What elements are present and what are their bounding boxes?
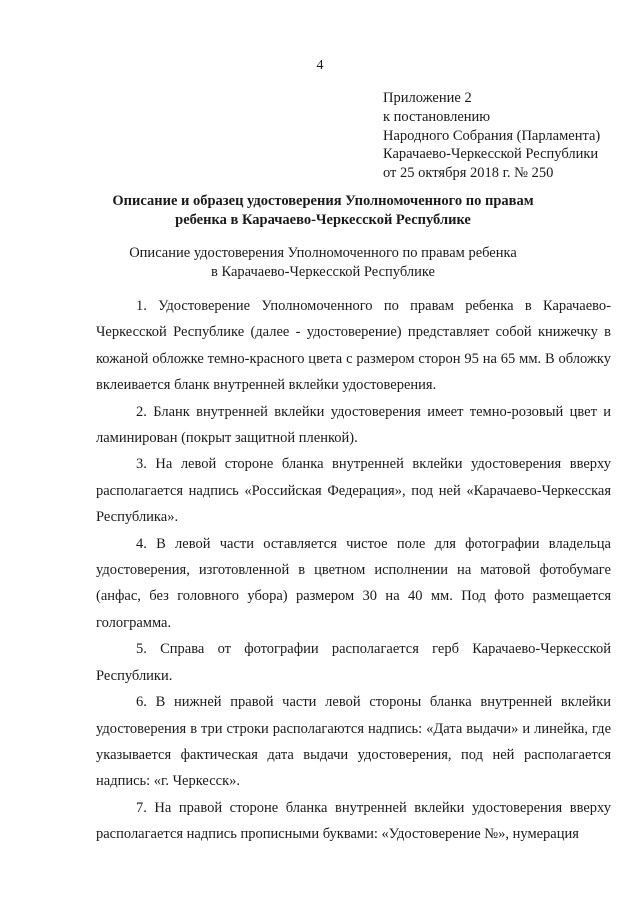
title-line: Описание и образец удостоверения Уполномоченного по правам: [112, 193, 534, 209]
paragraph-3: 3. На левой стороне бланка внутренней вклейки удостоверения вверху располагается надпись «Российская Федерация», под ней «Карачаево-Черкесская Республика».: [96, 456, 611, 526]
body-text: [96, 293, 611, 848]
section-subtitle: [80, 244, 566, 282]
paragraph-6: 6. В нижней правой части левой стороны бланка внутренней вклейки удостоверения в три строки располагаются надпись: «Дата выдачи» и линейка, где указывается фактическая дата выдачи удостоверения, под ней располагается надпись: «г. Черкесск».: [96, 694, 611, 790]
subtitle-line: Описание удостоверения Уполномоченного по правам ребенка: [129, 245, 517, 261]
appendix-line: к постановлению: [383, 108, 491, 125]
appendix-line: от 25 октября 2018 г. № 250: [383, 165, 554, 182]
subtitle-line: в Карачаево-Черкесской Республике: [211, 264, 435, 280]
appendix-line: Приложение 2: [383, 90, 472, 106]
title-line: ребенка в Карачаево-Черкесской Республике: [175, 212, 471, 228]
appendix-line: Народного Собрания (Парламента): [383, 127, 601, 144]
document-title: [80, 192, 566, 230]
paragraph-5: 5. Справа от фотографии располагается герб Карачаево-Черкесской Республики.: [96, 641, 611, 684]
paragraph-7: 7. На правой стороне бланка внутренней вклейки удостоверения вверху располагается надпись прописными буквами: «Удостоверение №», нумерация: [96, 799, 611, 843]
paragraph-1: 1. Удостоверение Уполномоченного по правам ребенка в Карачаево-Черкесской Республике (далее - удостоверение) представляет собой книжечку в кожаной обложке темно-красного цвета с размером сторон 95 на 65 мм. В обложку вклеивается бланк внутренней вклейки удостоверения.: [96, 298, 611, 394]
paragraph-2: 2. Бланк внутренней вклейки удостоверения имеет темно-розовый цвет и ламинирован (покрыт защитной пленкой).: [96, 403, 611, 447]
appendix-line: Карачаево-Черкесской Республики: [383, 146, 599, 163]
paragraph-4: 4. В левой части оставляется чистое поле для фотографии владельца удостоверения, изготовленной в цветном исполнении на матовой фотобумаге (анфас, без головного убора) размером 30 на 40 мм. Под фото размещается голограмма.: [96, 535, 611, 631]
page-number: 4: [316, 58, 324, 73]
appendix-header: [383, 89, 600, 183]
